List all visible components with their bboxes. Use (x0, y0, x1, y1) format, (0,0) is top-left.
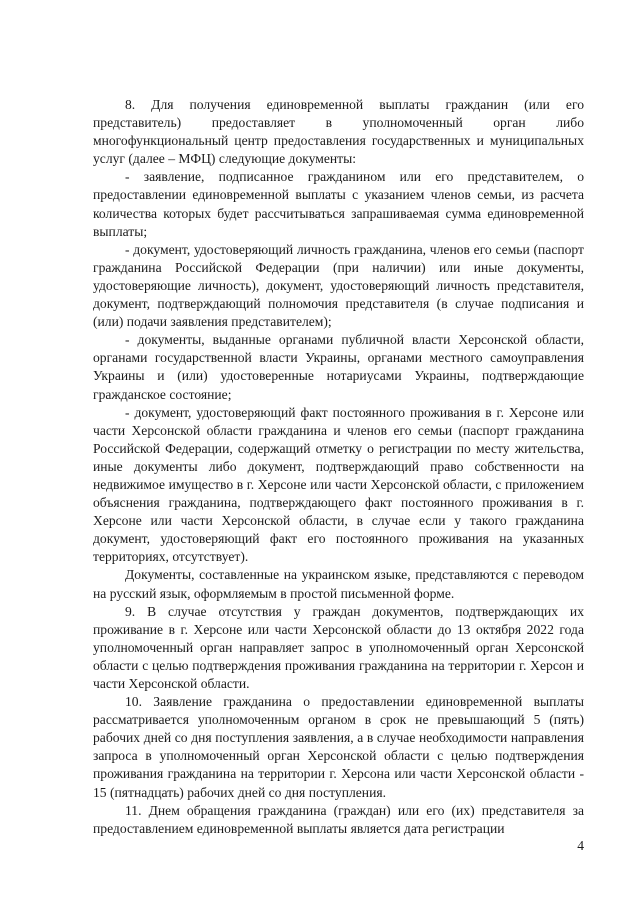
list-item-application: - заявление, подписанное гражданином или его представителем, о предоставлении единовременной выплаты с указанием членов семьи, из расчета количества которых будет рассчитываться запрашиваемая сумма единовременной выплаты; (93, 169, 584, 239)
paragraph-10: 10. Заявление гражданина о предоставлении единовременной выплаты рассматривается уполномоченным органом в срок не превышающий 5 (пять) рабочих дней со дня поступления заявления, а в случае необходимости направления запроса в уполномоченный орган Херсонской области с целью подтверждения проживания гражданина на территории г. Херсона или части Херсонской области - 15 (пятнадцать) рабочих дней со дня поступления. (93, 694, 584, 800)
list-item-residence-document: - документ, удостоверяющий факт постоянного проживания в г. Херсоне или части Херсонской области гражданина и членов его семьи (паспорт гражданина Российской Федерации, содержащий отметку о регистрации по месту жительства, иные документы либо документ, подтверждающий право собственности на недвижимое имущество в г. Херсоне или части Херсонской области, с приложением объяснения гражданина, подтверждающего факт постоянного проживания в г. Херсоне или части Херсонской области, в случае если у такого гражданина документ, удостоверяющий факт его постоянного проживания на указанных территориях, отсутствует). (93, 404, 584, 565)
paragraph-8: 8. Для получения единовременной выплаты гражданин (или его представитель) предоставляет в уполномоченный орган либо многофункциональный центр предоставления государственных и муниципальных услуг (далее – МФЦ) следующие документы: (93, 97, 584, 167)
list-item-civil-status-documents: - документы, выданные органами публичной власти Херсонской области, органами государственной власти Украины, органами местного самоуправления Украины и (или) удостоверенные нотариусами Украины, подтверждающие гражданское состояние; (93, 332, 584, 402)
document-body (93, 96, 584, 838)
paragraph-9: 9. В случае отсутствия у граждан документов, подтверждающих их проживание в г. Херсоне или части Херсонской области до 13 октября 2022 года уполномоченный орган направляет запрос в уполномоченный орган Херсонской области с целью подтверждения проживания гражданина на территории г. Херсон и части Херсонской области. (93, 603, 584, 691)
paragraph-translation-note: Документы, составленные на украинском языке, представляются с переводом на русский язык, оформляемым в простой письменной форме. (93, 567, 584, 601)
paragraph-11: 11. Днем обращения гражданина (граждан) или его (их) представителя за предоставлением единовременной выплаты является дата регистрации (93, 802, 584, 836)
page-number: 4 (577, 838, 584, 853)
list-item-identity-document: - документ, удостоверяющий личность гражданина, членов его семьи (паспорт гражданина Российской Федерации (при наличии) или иные документы, удостоверяющие личность), документ, удостоверяющий личность представителя, документ, подтверждающий полномочия представителя (в случае подписания и (или) подачи заявления представителем); (93, 241, 584, 330)
